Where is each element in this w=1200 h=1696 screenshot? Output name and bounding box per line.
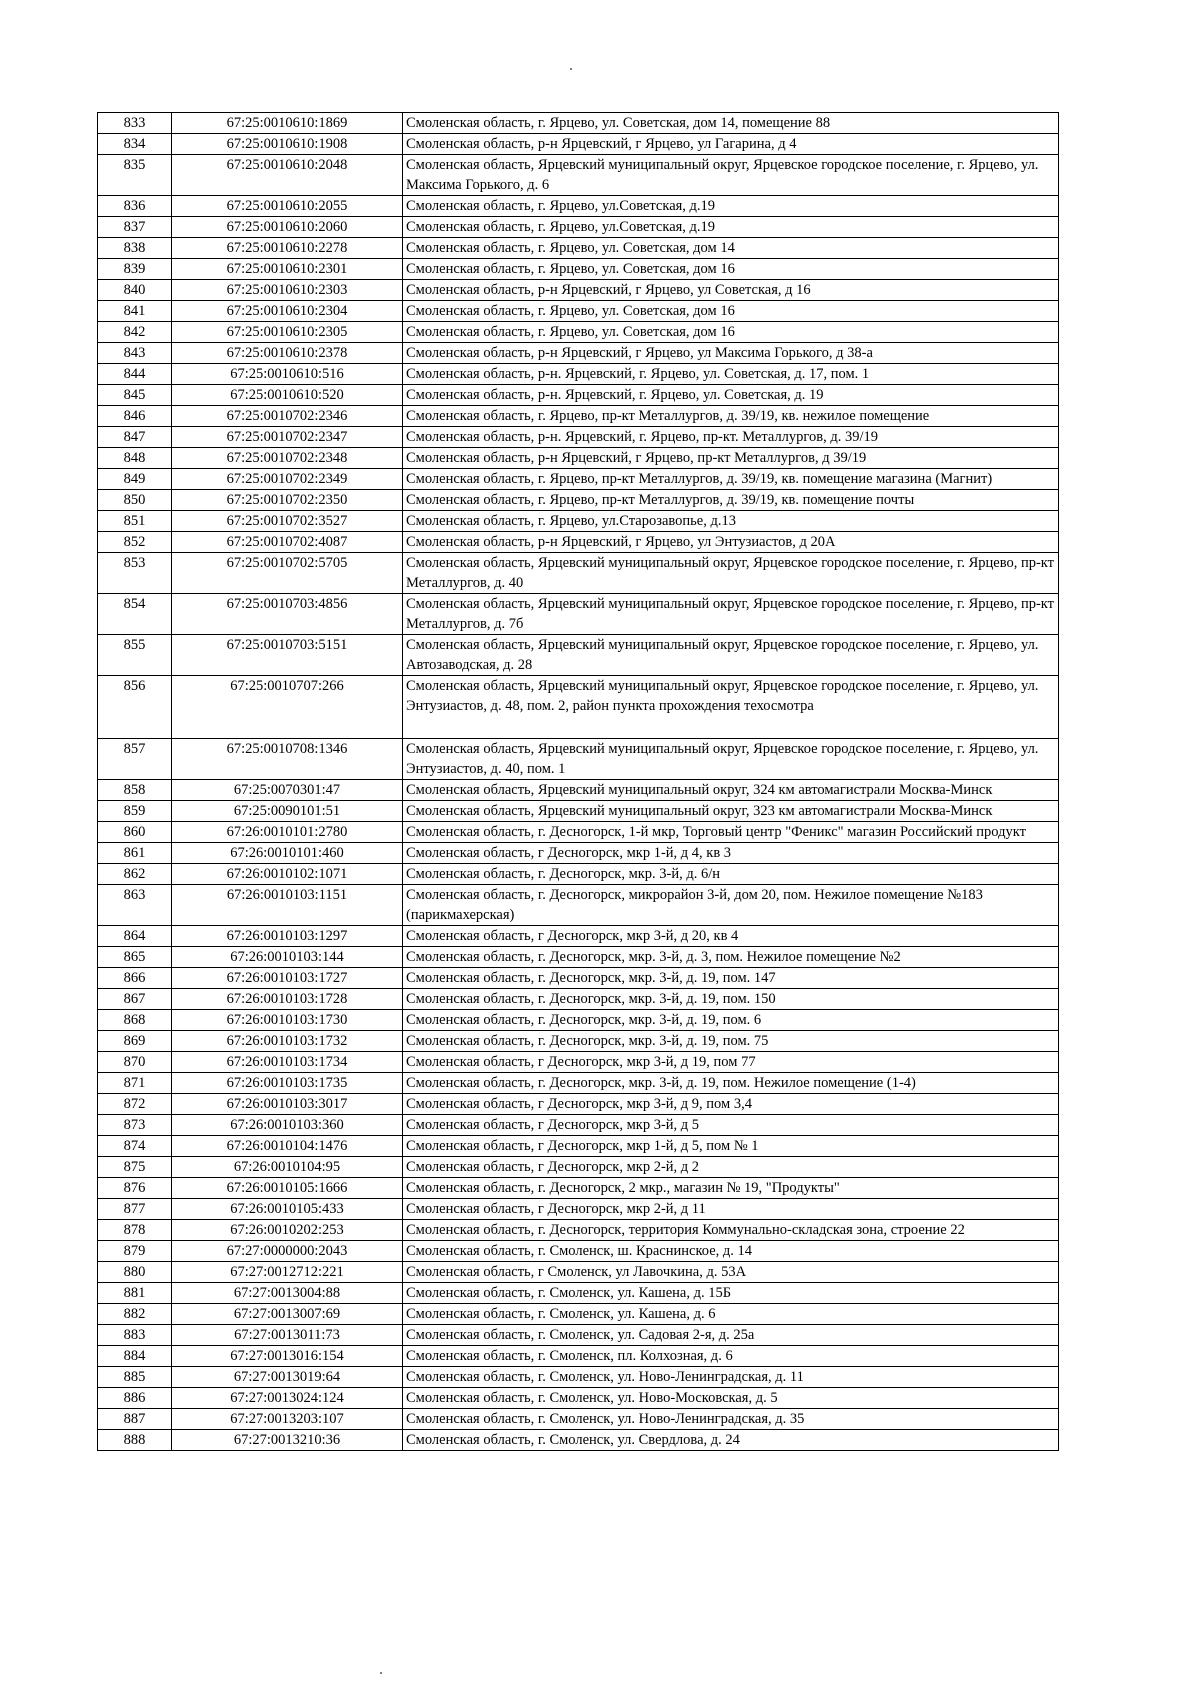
- table-row: [98, 238, 1059, 259]
- cadastral-number: 67:25:0010610:2378: [172, 343, 403, 364]
- row-number: 874: [98, 1136, 172, 1157]
- row-number: 849: [98, 469, 172, 490]
- cadastral-number: 67:25:0010707:266: [172, 676, 403, 739]
- address: Смоленская область, г. Смоленск, ул. Кашена, д. 15Б: [403, 1283, 1059, 1304]
- table-row: [98, 1010, 1059, 1031]
- address: Смоленская область, г Десногорск, мкр 1-й, д 5, пом № 1: [403, 1136, 1059, 1157]
- table-row: [98, 490, 1059, 511]
- address: Смоленская область, г Десногорск, мкр 2-й, д 2: [403, 1157, 1059, 1178]
- address: Смоленская область, Ярцевский муниципальный округ, Ярцевское городское поселение, г. Ярцево, пр-кт Металлургов, д. 7б: [403, 594, 1059, 635]
- cadastral-number: 67:25:0010708:1346: [172, 739, 403, 780]
- row-number: 862: [98, 864, 172, 885]
- row-number: 847: [98, 427, 172, 448]
- cadastral-number: 67:26:0010103:360: [172, 1115, 403, 1136]
- cadastral-number: 67:26:0010104:95: [172, 1157, 403, 1178]
- row-number: 839: [98, 259, 172, 280]
- cadastral-number: 67:27:0013007:69: [172, 1304, 403, 1325]
- cadastral-number: 67:25:0010610:2301: [172, 259, 403, 280]
- address: Смоленская область, г Десногорск, мкр 3-й, д 19, пом 77: [403, 1052, 1059, 1073]
- table-row: [98, 1409, 1059, 1430]
- table-row: [98, 406, 1059, 427]
- cadastral-number: 67:26:0010105:1666: [172, 1178, 403, 1199]
- cadastral-number: 67:27:0013203:107: [172, 1409, 403, 1430]
- table-row: [98, 635, 1059, 676]
- row-number: 843: [98, 343, 172, 364]
- address: Смоленская область, г. Ярцево, ул.Советская, д.19: [403, 196, 1059, 217]
- address: Смоленская область, Ярцевский муниципальный округ, Ярцевское городское поселение, г. Ярцево, ул. Энтузиастов, д. 40, пом. 1: [403, 739, 1059, 780]
- row-number: 880: [98, 1262, 172, 1283]
- address: Смоленская область, г. Ярцево, ул. Советская, дом 16: [403, 259, 1059, 280]
- address: Смоленская область, г. Ярцево, ул. Советская, дом 14: [403, 238, 1059, 259]
- table-row: [98, 864, 1059, 885]
- address: Смоленская область, р-н Ярцевский, г Ярцево, пр-кт Металлургов, д 39/19: [403, 448, 1059, 469]
- table-row: [98, 343, 1059, 364]
- address: Смоленская область, Ярцевский муниципальный округ, Ярцевское городское поселение, г. Ярцево, ул. Автозаводская, д. 28: [403, 635, 1059, 676]
- row-number: 887: [98, 1409, 172, 1430]
- table-row: [98, 1220, 1059, 1241]
- table-row: [98, 1304, 1059, 1325]
- table-row: [98, 1430, 1059, 1451]
- address: Смоленская область, г. Десногорск, 2 мкр., магазин № 19, "Продукты": [403, 1178, 1059, 1199]
- cadastral-number: 67:27:0012712:221: [172, 1262, 403, 1283]
- cadastral-number: 67:25:0010702:2349: [172, 469, 403, 490]
- cadastral-number: 67:27:0013019:64: [172, 1367, 403, 1388]
- cadastral-number: 67:27:0013011:73: [172, 1325, 403, 1346]
- row-number: 864: [98, 926, 172, 947]
- address: Смоленская область, р-н. Ярцевский, г. Ярцево, пр-кт. Металлургов, д. 39/19: [403, 427, 1059, 448]
- address: Смоленская область, Ярцевский муниципальный округ, Ярцевское городское поселение, г. Ярцево, ул. Максима Горького, д. 6: [403, 155, 1059, 196]
- row-number: 856: [98, 676, 172, 739]
- cadastral-number: 67:27:0013016:154: [172, 1346, 403, 1367]
- table-row: [98, 1115, 1059, 1136]
- cadastral-number: 67:26:0010103:1735: [172, 1073, 403, 1094]
- address: Смоленская область, г. Ярцево, пр-кт Металлургов, д. 39/19, кв. помещение почты: [403, 490, 1059, 511]
- row-number: 885: [98, 1367, 172, 1388]
- cadastral-number: 67:25:0010702:2350: [172, 490, 403, 511]
- row-number: 875: [98, 1157, 172, 1178]
- cadastral-number: 67:26:0010103:1734: [172, 1052, 403, 1073]
- row-number: 877: [98, 1199, 172, 1220]
- address: Смоленская область, Ярцевский муниципальный округ, Ярцевское городское поселение, г. Ярцево, пр-кт Металлургов, д. 40: [403, 553, 1059, 594]
- cadastral-number: 67:26:0010102:1071: [172, 864, 403, 885]
- table-row: [98, 532, 1059, 553]
- address: Смоленская область, г. Смоленск, ул. Ново-Ленинградская, д. 35: [403, 1409, 1059, 1430]
- cadastral-number: 67:25:0010610:1908: [172, 134, 403, 155]
- table-row: [98, 1136, 1059, 1157]
- address: Смоленская область, г. Ярцево, ул. Советская, дом 16: [403, 322, 1059, 343]
- table-row: [98, 968, 1059, 989]
- table-row: [98, 469, 1059, 490]
- row-number: 878: [98, 1220, 172, 1241]
- address: Смоленская область, Ярцевский муниципальный округ, 323 км автомагистрали Москва-Минск: [403, 801, 1059, 822]
- address: Смоленская область, г Десногорск, мкр 1-й, д 4, кв 3: [403, 843, 1059, 864]
- row-number: 882: [98, 1304, 172, 1325]
- table-row: [98, 676, 1059, 739]
- address: Смоленская область, г. Смоленск, ул. Кашена, д. 6: [403, 1304, 1059, 1325]
- address: Смоленская область, р-н Ярцевский, г Ярцево, ул Энтузиастов, д 20А: [403, 532, 1059, 553]
- address: Смоленская область, г. Смоленск, ул. Ново-Московская, д. 5: [403, 1388, 1059, 1409]
- row-number: 845: [98, 385, 172, 406]
- cadastral-number: 67:27:0013004:88: [172, 1283, 403, 1304]
- cadastral-number: 67:25:0010610:1869: [172, 113, 403, 134]
- address: Смоленская область, г. Десногорск, мкр. 3-й, д. 19, пом. 75: [403, 1031, 1059, 1052]
- row-number: 886: [98, 1388, 172, 1409]
- address: Смоленская область, г Десногорск, мкр 2-й, д 11: [403, 1199, 1059, 1220]
- row-number: 835: [98, 155, 172, 196]
- row-number: 854: [98, 594, 172, 635]
- table-row: [98, 1073, 1059, 1094]
- address: Смоленская область, г. Ярцево, ул.Старозавопье, д.13: [403, 511, 1059, 532]
- row-number: 873: [98, 1115, 172, 1136]
- cadastral-number: 67:25:0010703:5151: [172, 635, 403, 676]
- table-row: [98, 113, 1059, 134]
- table-row: [98, 594, 1059, 635]
- table-row: [98, 1325, 1059, 1346]
- address: Смоленская область, г. Ярцево, ул. Советская, дом 16: [403, 301, 1059, 322]
- row-number: 842: [98, 322, 172, 343]
- row-number: 861: [98, 843, 172, 864]
- address: Смоленская область, г. Ярцево, пр-кт Металлургов, д. 39/19, кв. нежилое помещение: [403, 406, 1059, 427]
- table-body: [98, 113, 1059, 1451]
- table-row: [98, 301, 1059, 322]
- cadastral-number: 67:25:0010703:4856: [172, 594, 403, 635]
- address: Смоленская область, г Десногорск, мкр 3-й, д 5: [403, 1115, 1059, 1136]
- cadastral-number: 67:25:0010610:2303: [172, 280, 403, 301]
- row-number: 852: [98, 532, 172, 553]
- cadastral-number: 67:25:0010610:516: [172, 364, 403, 385]
- row-number: 879: [98, 1241, 172, 1262]
- cadastral-number: 67:25:0010702:5705: [172, 553, 403, 594]
- table-row: [98, 155, 1059, 196]
- cadastral-number: 67:26:0010103:144: [172, 947, 403, 968]
- cadastral-number: 67:25:0010702:2347: [172, 427, 403, 448]
- table-row: [98, 1241, 1059, 1262]
- table-row: [98, 739, 1059, 780]
- row-number: 867: [98, 989, 172, 1010]
- row-number: 860: [98, 822, 172, 843]
- address: Смоленская область, г. Десногорск, мкр. 3-й, д. 19, пом. Нежилое помещение (1-4): [403, 1073, 1059, 1094]
- address: Смоленская область, г. Десногорск, 1-й мкр, Торговый центр "Феникс" магазин Российский продукт: [403, 822, 1059, 843]
- row-number: 871: [98, 1073, 172, 1094]
- cadastral-number: 67:26:0010103:1728: [172, 989, 403, 1010]
- row-number: 858: [98, 780, 172, 801]
- table-row: [98, 1346, 1059, 1367]
- row-number: 855: [98, 635, 172, 676]
- row-number: 834: [98, 134, 172, 155]
- address: Смоленская область, г Десногорск, мкр 3-й, д 20, кв 4: [403, 926, 1059, 947]
- row-number: 836: [98, 196, 172, 217]
- cadastral-number: 67:26:0010101:460: [172, 843, 403, 864]
- cadastral-number: 67:26:0010103:1297: [172, 926, 403, 947]
- table-row: [98, 947, 1059, 968]
- cadastral-number: 67:27:0000000:2043: [172, 1241, 403, 1262]
- property-table: [97, 112, 1059, 1451]
- cadastral-number: 67:27:0013210:36: [172, 1430, 403, 1451]
- table-row: [98, 1388, 1059, 1409]
- address: Смоленская область, р-н. Ярцевский, г. Ярцево, ул. Советская, д. 17, пом. 1: [403, 364, 1059, 385]
- cadastral-number: 67:25:0010610:2055: [172, 196, 403, 217]
- table-row: [98, 217, 1059, 238]
- cadastral-number: 67:26:0010103:3017: [172, 1094, 403, 1115]
- row-number: 837: [98, 217, 172, 238]
- table-row: [98, 926, 1059, 947]
- address: Смоленская область, р-н Ярцевский, г Ярцево, ул Максима Горького, д 38-а: [403, 343, 1059, 364]
- address: Смоленская область, г. Ярцево, ул.Советская, д.19: [403, 217, 1059, 238]
- address: Смоленская область, р-н Ярцевский, г Ярцево, ул Гагарина, д 4: [403, 134, 1059, 155]
- cadastral-number: 67:26:0010104:1476: [172, 1136, 403, 1157]
- table-row: [98, 843, 1059, 864]
- table-row: [98, 427, 1059, 448]
- table-row: [98, 134, 1059, 155]
- cadastral-number: 67:27:0013024:124: [172, 1388, 403, 1409]
- address: Смоленская область, р-н Ярцевский, г Ярцево, ул Советская, д 16: [403, 280, 1059, 301]
- scan-speck: [570, 68, 572, 70]
- row-number: 863: [98, 885, 172, 926]
- address: Смоленская область, г. Смоленск, ул. Садовая 2-я, д. 25а: [403, 1325, 1059, 1346]
- row-number: 868: [98, 1010, 172, 1031]
- row-number: 840: [98, 280, 172, 301]
- address: Смоленская область, г. Ярцево, пр-кт Металлургов, д. 39/19, кв. помещение магазина (Магнит): [403, 469, 1059, 490]
- cadastral-number: 67:25:0010610:2304: [172, 301, 403, 322]
- address: Смоленская область, г. Десногорск, микрорайон 3-й, дом 20, пом. Нежилое помещение №183 (парикмахерская): [403, 885, 1059, 926]
- table-row: [98, 385, 1059, 406]
- row-number: 853: [98, 553, 172, 594]
- row-number: 888: [98, 1430, 172, 1451]
- table-row: [98, 780, 1059, 801]
- table-row: [98, 280, 1059, 301]
- address: Смоленская область, г. Смоленск, пл. Колхозная, д. 6: [403, 1346, 1059, 1367]
- address: Смоленская область, г. Десногорск, мкр. 3-й, д. 19, пом. 147: [403, 968, 1059, 989]
- row-number: 869: [98, 1031, 172, 1052]
- row-number: 865: [98, 947, 172, 968]
- cadastral-number: 67:26:0010105:433: [172, 1199, 403, 1220]
- table-row: [98, 553, 1059, 594]
- table-row: [98, 196, 1059, 217]
- cadastral-number: 67:26:0010103:1151: [172, 885, 403, 926]
- table-row: [98, 511, 1059, 532]
- row-number: 872: [98, 1094, 172, 1115]
- row-number: 846: [98, 406, 172, 427]
- address: Смоленская область, г Десногорск, мкр 3-й, д 9, пом 3,4: [403, 1094, 1059, 1115]
- row-number: 883: [98, 1325, 172, 1346]
- table-row: [98, 259, 1059, 280]
- table-row: [98, 364, 1059, 385]
- table-row: [98, 989, 1059, 1010]
- table-row: [98, 822, 1059, 843]
- table-row: [98, 885, 1059, 926]
- address: Смоленская область, г. Десногорск, мкр. 3-й, д. 3, пом. Нежилое помещение №2: [403, 947, 1059, 968]
- table-row: [98, 1283, 1059, 1304]
- row-number: 866: [98, 968, 172, 989]
- row-number: 844: [98, 364, 172, 385]
- cadastral-number: 67:25:0070301:47: [172, 780, 403, 801]
- row-number: 881: [98, 1283, 172, 1304]
- cadastral-number: 67:25:0010702:4087: [172, 532, 403, 553]
- row-number: 859: [98, 801, 172, 822]
- row-number: 870: [98, 1052, 172, 1073]
- row-number: 850: [98, 490, 172, 511]
- address: Смоленская область, г. Десногорск, мкр. 3-й, д. 6/н: [403, 864, 1059, 885]
- cadastral-number: 67:25:0010610:2060: [172, 217, 403, 238]
- cadastral-number: 67:26:0010103:1727: [172, 968, 403, 989]
- row-number: 857: [98, 739, 172, 780]
- row-number: 838: [98, 238, 172, 259]
- row-number: 841: [98, 301, 172, 322]
- table-row: [98, 1367, 1059, 1388]
- address: Смоленская область, г Смоленск, ул Лавочкина, д. 53А: [403, 1262, 1059, 1283]
- row-number: 851: [98, 511, 172, 532]
- cadastral-number: 67:26:0010202:253: [172, 1220, 403, 1241]
- cadastral-number: 67:25:0010702:2348: [172, 448, 403, 469]
- cadastral-number: 67:25:0010702:2346: [172, 406, 403, 427]
- table-row: [98, 1031, 1059, 1052]
- table-row: [98, 1178, 1059, 1199]
- table-row: [98, 1199, 1059, 1220]
- row-number: 884: [98, 1346, 172, 1367]
- address: Смоленская область, г. Десногорск, мкр. 3-й, д. 19, пом. 6: [403, 1010, 1059, 1031]
- cadastral-number: 67:26:0010101:2780: [172, 822, 403, 843]
- address: Смоленская область, г. Смоленск, ш. Краснинское, д. 14: [403, 1241, 1059, 1262]
- row-number: 833: [98, 113, 172, 134]
- address: Смоленская область, г. Десногорск, территория Коммунально-складская зона, строение 22: [403, 1220, 1059, 1241]
- table-row: [98, 1157, 1059, 1178]
- cadastral-number: 67:25:0010702:3527: [172, 511, 403, 532]
- cadastral-number: 67:25:0010610:2305: [172, 322, 403, 343]
- table-row: [98, 322, 1059, 343]
- address: Смоленская область, г. Смоленск, ул. Ново-Ленинградская, д. 11: [403, 1367, 1059, 1388]
- row-number: 848: [98, 448, 172, 469]
- address: Смоленская область, Ярцевский муниципальный округ, 324 км автомагистрали Москва-Минск: [403, 780, 1059, 801]
- table-row: [98, 801, 1059, 822]
- address: Смоленская область, р-н. Ярцевский, г. Ярцево, ул. Советская, д. 19: [403, 385, 1059, 406]
- cadastral-number: 67:25:0090101:51: [172, 801, 403, 822]
- address: Смоленская область, г. Десногорск, мкр. 3-й, д. 19, пом. 150: [403, 989, 1059, 1010]
- address: Смоленская область, Ярцевский муниципальный округ, Ярцевское городское поселение, г. Ярцево, ул. Энтузиастов, д. 48, пом. 2, район пункта прохождения техосмотра: [403, 676, 1059, 739]
- row-number: 876: [98, 1178, 172, 1199]
- address: Смоленская область, г. Ярцево, ул. Советская, дом 14, помещение 88: [403, 113, 1059, 134]
- table-row: [98, 448, 1059, 469]
- table-row: [98, 1052, 1059, 1073]
- cadastral-number: 67:25:0010610:520: [172, 385, 403, 406]
- cadastral-number: 67:25:0010610:2278: [172, 238, 403, 259]
- cadastral-number: 67:26:0010103:1732: [172, 1031, 403, 1052]
- table-row: [98, 1262, 1059, 1283]
- scan-speck: [380, 1672, 382, 1674]
- cadastral-number: 67:25:0010610:2048: [172, 155, 403, 196]
- table-row: [98, 1094, 1059, 1115]
- cadastral-number: 67:26:0010103:1730: [172, 1010, 403, 1031]
- address: Смоленская область, г. Смоленск, ул. Свердлова, д. 24: [403, 1430, 1059, 1451]
